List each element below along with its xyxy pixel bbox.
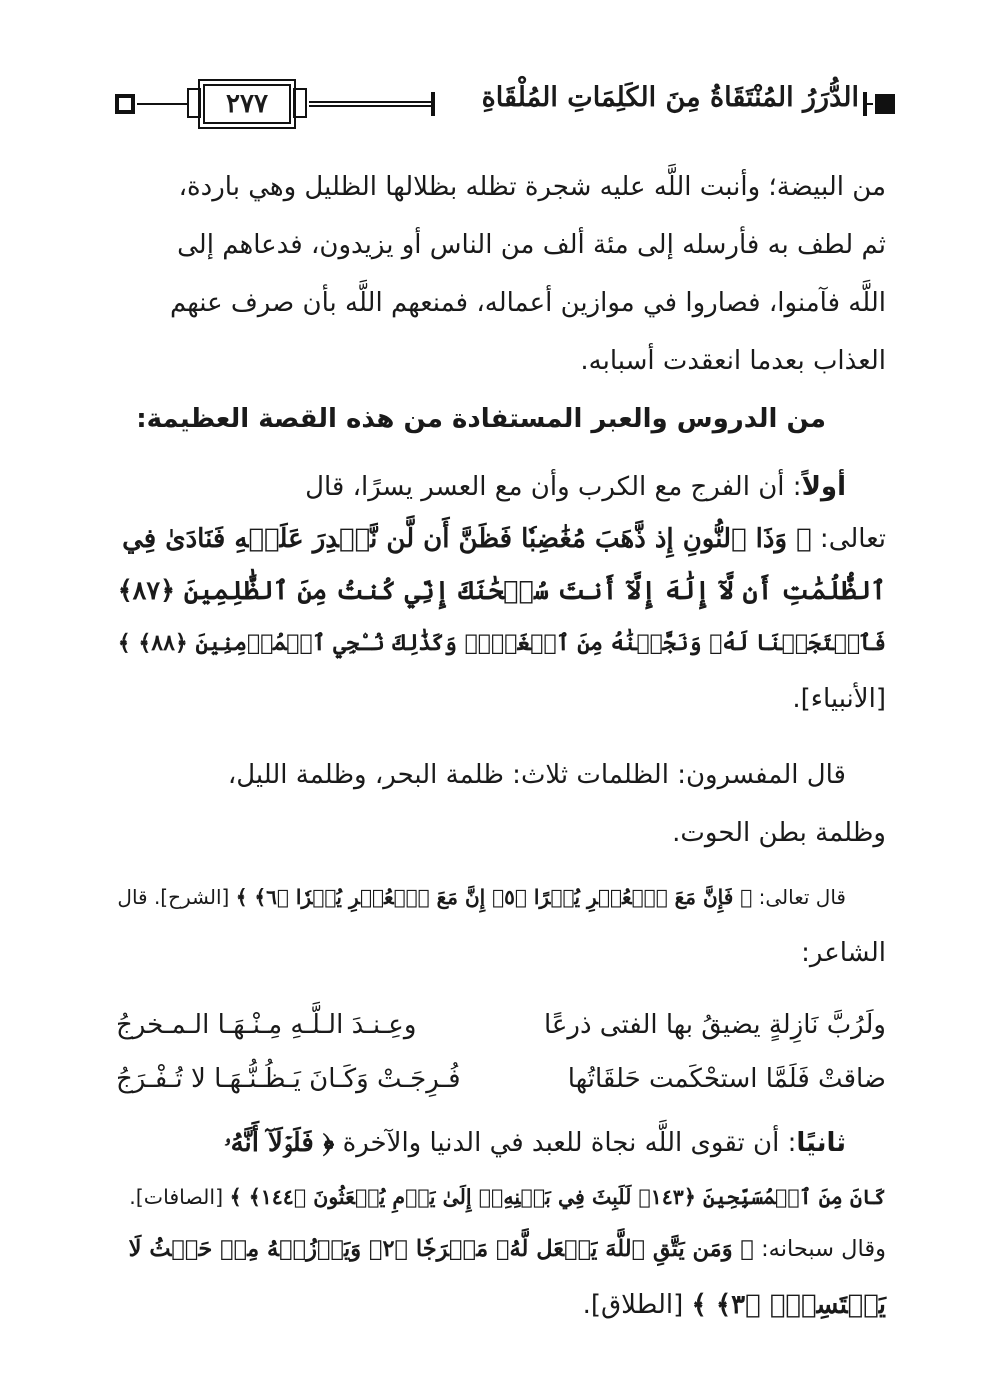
text-line xyxy=(224,1126,846,1160)
text-line xyxy=(129,1232,886,1266)
header-ornament-square-filled xyxy=(875,94,895,114)
section-heading-block xyxy=(116,402,886,442)
poem-hemistich: ضاقتْ فَلَمَّا استحْكَمت حَلقَاتُها xyxy=(567,1064,886,1094)
text-line xyxy=(583,1288,886,1322)
text-line: قال المفسرون: الظلمات ثلاث: ظلمة البحر، وظلمة الليل، xyxy=(227,760,846,790)
header-rule-tick xyxy=(431,92,435,116)
page-number: ٢٧٧ xyxy=(203,84,291,124)
header-ornament-knot-right xyxy=(293,88,307,118)
point-label: ثانيًا xyxy=(796,1128,846,1158)
quran-verse: ﴿ وَذَا ٱلنُّونِ إِذ ذَّهَبَ مُغَٰضِبٗا فَظَنَّ أَن لَّن نَّقۡدِرَ عَلَيۡهِ فَنَادَىٰ فِي xyxy=(122,524,812,554)
point-1 xyxy=(116,470,886,730)
text-span: : أن الفرج مع الكرب وأن مع العسر يسرًا، قال xyxy=(305,472,802,502)
quran-verse: ﴿ وَمَن يَتَّقِ ٱللَّهَ يَجۡعَل لَّهُۥ مَخۡرَجٗا ﴿٢﴾ وَيَرۡزُقۡهُ مِنۡ حَيۡثُ لَا xyxy=(128,1236,754,1262)
text-line xyxy=(305,470,846,504)
point-2 xyxy=(116,1126,886,1346)
text-line: العذاب بعدما انعقدت أسبابه. xyxy=(580,346,886,376)
poem-hemistich: وعِـنـدَ الـلَّـهِ مِـنْـهَـا الـمـخرجُ xyxy=(116,1010,417,1040)
text-line xyxy=(117,880,846,914)
text-span: قال تعالى: xyxy=(752,885,846,909)
text-line: ثم لطف به فأرسله إلى مئة ألف من الناس أو يزيدون، فدعاهم إلى xyxy=(177,230,886,260)
paragraph-1 xyxy=(116,170,886,380)
text-line: وظلمة بطن الحوت. xyxy=(672,818,886,848)
header-rule-right xyxy=(867,103,873,105)
header-ornament-square-outline xyxy=(115,94,135,114)
poem-hemistich: فُـرِجَـتْ وَكَـانَ يَـظُـنُّـهَـا لا تُـفْـرَجُ xyxy=(116,1064,461,1094)
header-rule-middle xyxy=(309,101,431,107)
header-ornament-knot-left xyxy=(187,88,201,118)
text-span: تعالى: xyxy=(811,524,886,554)
quran-verse: فَٱسۡتَجَبۡنَا لَهُۥ وَنَجَّيۡنَٰهُ مِنَ ٱلۡغَمِّۚ وَكَذَٰلِكَ نُـۨجِي ٱلۡمُؤۡمِنِينَ ﴿٨٨﴾ ﴾ xyxy=(117,630,886,656)
poem-hemistich: ولَرُبَّ نَازِلةٍ يضيقُ بها الفتى ذرعًا xyxy=(543,1010,886,1040)
quran-verse: كَانَ مِنَ ٱلۡمُسَبِّحِينَ ﴿١٤٣﴾ لَلَبِثَ فِي بَطۡنِهِۦٓ إِلَىٰ يَوۡمِ يُبۡعَثُونَ ﴿١٤٤﴾ ﴾ xyxy=(229,1185,886,1209)
section-heading: من الدروس والعبر المستفادة من هذه القصة العظيمة: xyxy=(136,404,826,434)
surah-reference: [الأنبياء]. xyxy=(792,684,886,714)
page-header xyxy=(115,78,895,134)
text-line: من البيضة؛ وأنبت اللَّه عليه شجرة تظله بظلالها الظليل وهي باردة، xyxy=(178,172,886,202)
quran-verse: ٱلظُّلُمَٰتِ أَن لَّآ إِلَٰهَ إِلَّآ أَنتَ سُبۡحَٰنَكَ إِنِّي كُنتُ مِنَ ٱلظَّٰلِمِينَ ﴿٨٧﴾ xyxy=(117,576,886,606)
header-rule-left xyxy=(137,103,187,105)
text-span: : أن تقوى اللَّه نجاة للعبد في الدنيا والآخرة xyxy=(334,1128,797,1158)
text-line: اللَّه فآمنوا، فصاروا في موازين أعماله، فمنعهم اللَّه بأن صرف عنهم xyxy=(169,288,886,318)
quran-verse: ﴿ فَإِنَّ مَعَ ٱلۡعُسۡرِ يُسۡرًا ﴿٥﴾ إِنَّ مَعَ ٱلۡعُسۡرِ يُسۡرٗا ﴿٦﴾ ﴾ xyxy=(235,885,753,909)
text-line xyxy=(129,1180,886,1214)
paragraph-2 xyxy=(116,758,886,858)
surah-reference: [الشرح]. قال xyxy=(117,885,236,909)
poem xyxy=(116,1008,886,1108)
quran-verse: ﴿ فَلَوۡلَآ أَنَّهُۥ xyxy=(224,1128,335,1158)
text-line: الشاعر: xyxy=(801,938,886,968)
point-label: أولاً xyxy=(801,472,846,502)
text-span: وقال سبحانه: xyxy=(753,1236,886,1262)
surah-reference: [الصافات]. xyxy=(129,1185,230,1209)
surah-reference: [الطلاق]. xyxy=(582,1290,692,1320)
running-title: الدُّرَرُ المُنْتَقَاةُ مِنَ الكَلِمَاتِ المُلْقَاةِ xyxy=(481,82,859,113)
text-line xyxy=(122,522,886,556)
paragraph-3 xyxy=(116,880,886,980)
quran-verse: يَحۡتَسِبُۚ ﴿٣﴾ ﴾ xyxy=(691,1290,886,1320)
